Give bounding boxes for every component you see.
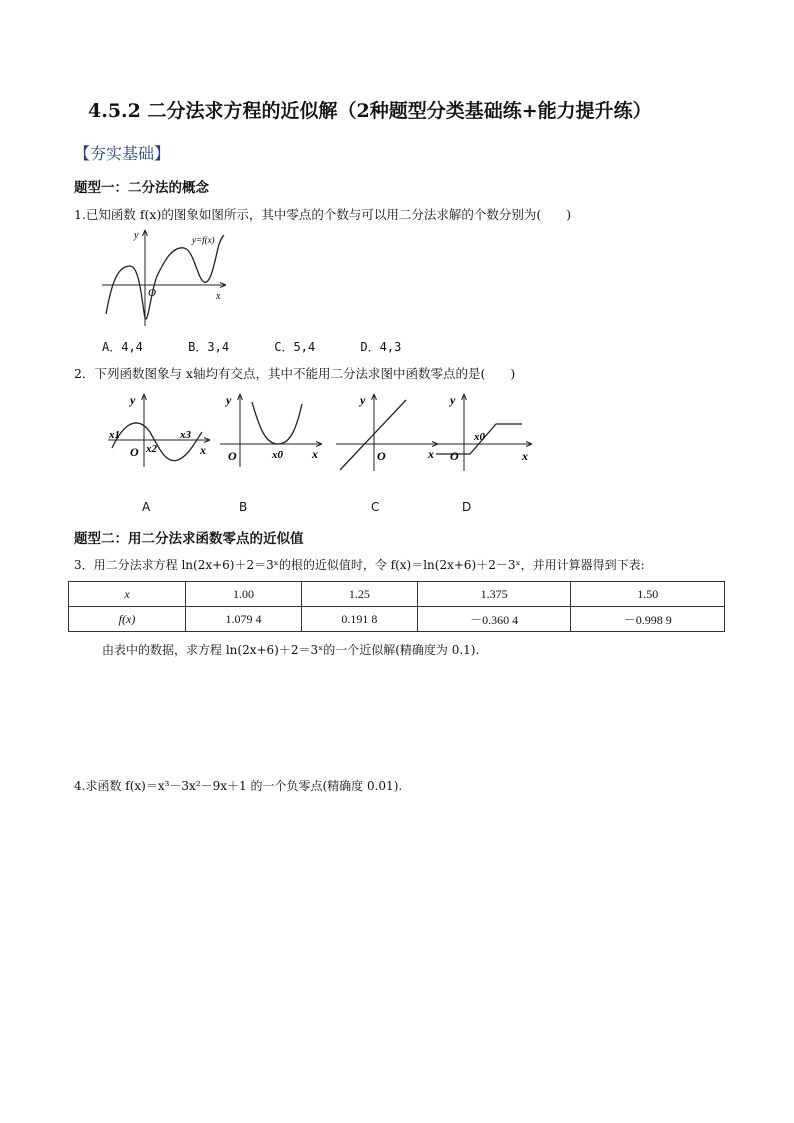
type2-heading: 题型二：用二分法求函数零点的近似值 xyxy=(74,531,304,547)
q2-graph-c xyxy=(334,390,440,472)
q2-graph-a xyxy=(106,390,212,468)
graph-b-origin: O xyxy=(228,449,237,463)
graph-c-x-label: x xyxy=(428,447,434,461)
graph-a-x2-label: x2 xyxy=(146,443,157,455)
graph-d-caption[interactable]: D xyxy=(462,500,472,514)
question-1-options xyxy=(102,338,439,355)
graph-b-x0-label: x0 xyxy=(272,449,283,461)
question-3-text: 3．用二分法求方程 ln(2x+6)＋2＝3ˣ的根的近似值时，令 f(x)＝ln(2x+6)＋2－3ˣ，并用计算器得到下表: xyxy=(74,558,645,572)
question-3-instruction: 由表中的数据，求方程 ln(2x+6)＋2＝3ˣ的一个近似解(精确度为 0.1). xyxy=(102,643,480,657)
q1-curve-label: y=f(x) xyxy=(192,235,215,245)
graph-a-caption[interactable]: A xyxy=(142,500,151,514)
q2-graph-d xyxy=(432,390,536,472)
graph-a-x1-label: x1 xyxy=(109,429,120,441)
graph-c-caption[interactable]: C xyxy=(371,500,380,514)
graph-c-origin: O xyxy=(377,449,386,463)
option-b[interactable]: B．3,4 xyxy=(188,340,230,354)
graph-a-origin: O xyxy=(130,445,139,459)
graph-d-x-label: x xyxy=(522,449,528,463)
option-a[interactable]: A．4,4 xyxy=(102,340,143,354)
graph-d-y-label: y xyxy=(450,393,456,407)
graph-d-x0-label: x0 xyxy=(474,431,485,443)
table-cell: 1.079 4 xyxy=(186,607,302,632)
section-header: 【夯实基础】 xyxy=(74,144,171,163)
graph-d-origin: O xyxy=(450,449,459,463)
table-cell: 1.375 xyxy=(417,582,571,607)
q3-data-table xyxy=(68,581,725,632)
q1-curve xyxy=(106,235,224,319)
option-d[interactable]: D．4,3 xyxy=(360,340,402,354)
graph-b-x-label: x xyxy=(312,447,318,461)
graph-a-y-label: y xyxy=(130,393,136,407)
table-row xyxy=(69,607,725,632)
question-2-text: 2．下列函数图象与 x轴均有交点，其中不能用二分法求图中函数零点的是( ) xyxy=(74,366,516,381)
option-c[interactable]: C．5,4 xyxy=(274,340,316,354)
q2-graph-b xyxy=(218,390,324,468)
q1-x-label: x xyxy=(216,291,221,302)
table-row xyxy=(69,582,725,607)
page-title: 4.5.2 二分法求方程的近似解（2种题型分类基础练+能力提升练） xyxy=(88,100,652,122)
table-cell: －0.360 4 xyxy=(417,607,571,632)
table-cell: 1.00 xyxy=(186,582,302,607)
question-1-text: 1.已知函数 f(x)的图象如图所示，其中零点的个数与可以用二分法求解的个数分别为( ) xyxy=(74,207,572,222)
table-cell: －0.998 9 xyxy=(571,607,725,632)
table-cell: 1.50 xyxy=(571,582,725,607)
table-cell: x xyxy=(69,582,186,607)
graph-a-x-label: x xyxy=(200,443,206,457)
question-4-text: 4.求函数 f(x)＝x³－3x²－9x＋1 的一个负零点(精确度 0.01). xyxy=(74,779,403,793)
table-cell: 1.25 xyxy=(301,582,417,607)
graph-b-y-label: y xyxy=(226,393,232,407)
table-cell: f(x) xyxy=(69,607,186,632)
graph-c-y-label: y xyxy=(360,393,366,407)
q1-function-graph xyxy=(100,226,232,330)
graph-a-x3-label: x3 xyxy=(180,429,191,441)
type1-heading: 题型一：二分法的概念 xyxy=(74,180,209,196)
graph-b-caption[interactable]: B xyxy=(239,500,248,514)
q1-origin-label: O xyxy=(148,287,156,299)
table-cell: 0.191 8 xyxy=(301,607,417,632)
q1-y-label: y xyxy=(134,230,139,241)
